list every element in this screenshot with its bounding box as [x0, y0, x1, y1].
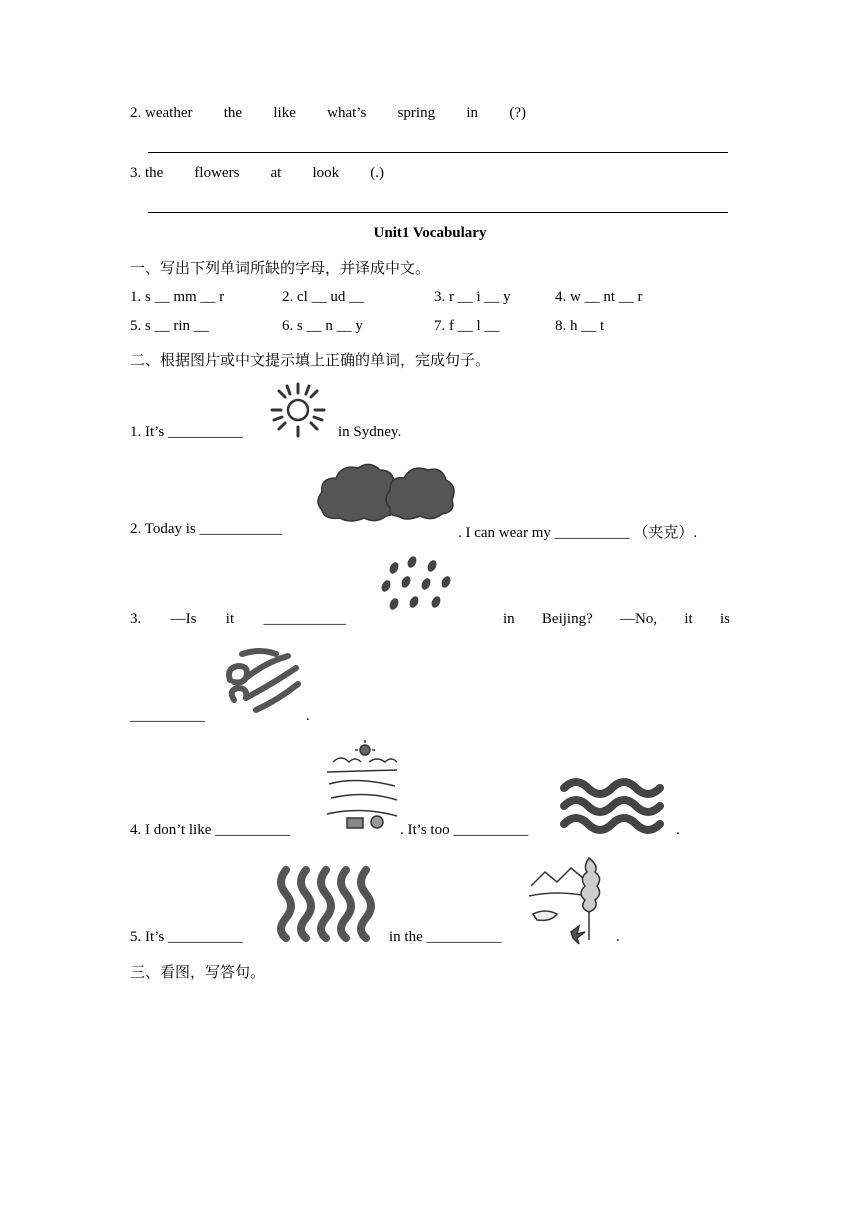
item-1: 1. s __ mm __ r: [130, 289, 225, 305]
sentence-2-end: . I can wear my __________ （夹克）.: [458, 525, 698, 541]
summer-beach-icon: [325, 736, 399, 838]
item-7: 7. f __ l __: [434, 318, 500, 334]
sentence-2-start: 2. Today is ___________: [130, 521, 283, 537]
reorder-q3: [130, 165, 384, 182]
answer-line-q2[interactable]: [148, 152, 728, 153]
word: 3.: [130, 611, 142, 627]
answer-line-q3[interactable]: [148, 212, 728, 213]
word: look: [312, 165, 340, 181]
cold-wave-icon: [270, 862, 378, 942]
sentence-3-blank: __________: [130, 708, 205, 724]
word: at: [270, 165, 282, 181]
sentence-1-start: 1. It’s __________: [130, 424, 243, 440]
sentence-4-middle: . It’s too __________: [400, 822, 529, 838]
item-6: 6. s __ n __ y: [282, 318, 363, 334]
reorder-q2: [130, 105, 526, 122]
sentence-4-start: 4. I don’t like __________: [130, 822, 291, 838]
section3-heading: 三、看图，写答句。: [130, 965, 266, 981]
word: in: [466, 105, 479, 121]
word: the: [223, 105, 243, 121]
word: like: [273, 105, 296, 121]
word: is: [719, 611, 730, 627]
sentence-3-start: [130, 611, 346, 628]
winter-scene-icon: [527, 852, 615, 948]
section2-heading: 二、根据图片或中文提示填上正确的单词，完成句子。: [130, 353, 491, 369]
word: it: [225, 611, 235, 627]
word: spring: [397, 105, 436, 121]
word: flowers: [194, 165, 240, 181]
word: in: [503, 611, 515, 627]
word: Beijing?: [541, 611, 593, 627]
word: 2. weather: [130, 105, 193, 121]
sentence-1-end: in Sydney.: [338, 424, 402, 440]
heat-wave-icon: [552, 766, 672, 838]
item-4: 4. w __ nt __ r: [555, 289, 643, 305]
sentence-5-middle: in the __________: [389, 929, 502, 945]
section1-heading: 一、写出下列单词所缺的字母，并译成中文。: [130, 261, 431, 277]
item-5: 5. s __ rin __: [130, 318, 209, 334]
sentence-3-period: .: [306, 708, 310, 724]
sentence-4-period: .: [676, 822, 680, 838]
item-3: 3. r __ i __ y: [434, 289, 511, 305]
wind-icon: [216, 640, 304, 720]
sentence-5-period: .: [616, 929, 620, 945]
word: 3. the: [130, 165, 164, 181]
word: (?): [509, 105, 526, 121]
word: —Is: [170, 611, 197, 627]
word: (.): [370, 165, 384, 181]
word: —No,: [620, 611, 658, 627]
item-2: 2. cl __ ud __: [282, 289, 365, 305]
sentence-3-middle: [503, 611, 730, 628]
word: it: [684, 611, 693, 627]
unit-title: Unit1 Vocabulary: [373, 225, 487, 241]
item-8: 8. h __ t: [555, 318, 605, 334]
cloud-icon: [312, 452, 458, 534]
sun-icon: [268, 380, 328, 440]
rain-icon: [372, 552, 456, 624]
word: what’s: [327, 105, 367, 121]
sentence-5-start: 5. It’s __________: [130, 929, 243, 945]
word: ___________: [263, 611, 346, 627]
